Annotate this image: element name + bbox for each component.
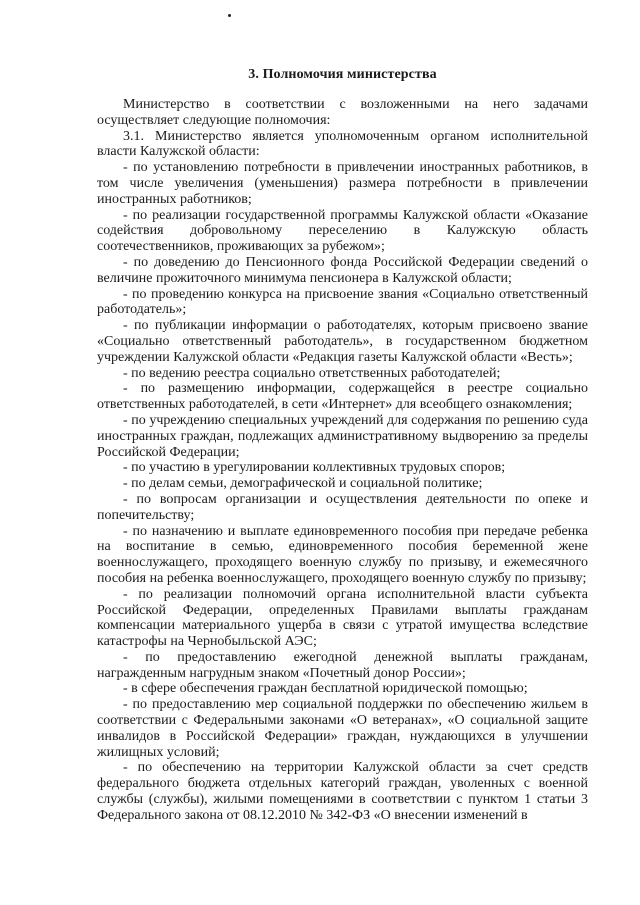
paragraph-item: - по установлению потребности в привлечении иностранных работников, в том числе увеличения (уменьшения) размера потребности в привлечении иностранных работников; bbox=[97, 160, 588, 207]
section-title: 3. Полномочия министерства bbox=[248, 67, 437, 82]
paragraph-item: - по публикации информации о работодателях, которым присвоено звание «Социально ответственный работодатель», в государственном бюджетном учреждении Калужской области «Редакция газеты Калужской области «Весть»; bbox=[97, 318, 588, 365]
document-body bbox=[97, 97, 588, 824]
paragraph-item: - по участию в урегулировании коллективных трудовых споров; bbox=[123, 460, 506, 476]
paragraph-item: - по реализации полномочий органа исполнительной власти субъекта Российской Федерации, определенных Правилами выплаты гражданам компенсации материального ущерба в связи с утратой имущества вследствие катастрофы на Чернобыльской АЭС; bbox=[97, 586, 588, 650]
paragraph-item: - по делам семьи, демографической и социальной политике; bbox=[123, 476, 483, 492]
paragraph-item: - по предоставлению ежегодной денежной выплаты гражданам, награжденным нагрудным знаком «Почетный донор России»; bbox=[97, 649, 588, 681]
paragraph-item: - по назначению и выплате единовременного пособия при передаче ребенка на воспитание в семью, единовременного пособия беременной жене военнослужащего, проходящего военную службу по призыву, и ежемесячного пособия на ребенка военнослужащего, проходящего военную службу по призыву; bbox=[97, 523, 588, 586]
paragraph-intro: Министерство в соответствии с возложенными на него задачами осуществляет следующие полномочия: bbox=[97, 97, 588, 128]
paragraph-item: - по проведению конкурса на присвоение звания «Социально ответственный работодатель»; bbox=[97, 286, 588, 318]
paragraph-item: - в сфере обеспечения граждан бесплатной юридической помощью; bbox=[123, 681, 528, 697]
paragraph-item: - по обеспечению на территории Калужской области за счет средств федерального бюджета отдельных категорий граждан, уволенных с военной службы (службы), жилыми помещениями в соответствии с пунктом 1 статьи 3 Федерального закона от 08.12.2010 № 342-ФЗ «О внесении изменений в bbox=[97, 760, 588, 823]
paragraph-item: - по ведению реестра социально ответственных работодателей; bbox=[123, 365, 501, 381]
paragraph-item: - по размещению информации, содержащейся в реестре социально ответственных работодателей, в сети «Интернет» для всеобщего ознакомления; bbox=[97, 381, 588, 413]
paragraph-item: - по учреждению специальных учреждений для содержания по решению суда иностранных граждан, подлежащих административному выдворению за пределы Российской Федерации; bbox=[97, 412, 588, 460]
paragraph-clause-3-1: 3.1. Министерство является уполномоченным органом исполнительной власти Калужской области: bbox=[97, 128, 588, 160]
scan-dot-mark bbox=[228, 14, 231, 17]
paragraph-item: - по реализации государственной программы Калужской области «Оказание содействия добровольному переселению в Калужскую область соотечественников, проживающих за рубежом»; bbox=[97, 207, 588, 255]
paragraph-item: - по вопросам организации и осуществления деятельности по опеке и попечительству; bbox=[97, 491, 588, 523]
paragraph-item: - по предоставлению мер социальной поддержки по обеспечению жильем в соответствии с Федеральными законами «О ветеранах», «О социальной защите инвалидов в Российской Федерации» граждан, нуждающихся в улучшении жилищных условий; bbox=[97, 697, 588, 760]
paragraph-item: - по доведению до Пенсионного фонда Российской Федерации сведений о величине прожиточного минимума пенсионера в Калужской области; bbox=[97, 254, 588, 286]
